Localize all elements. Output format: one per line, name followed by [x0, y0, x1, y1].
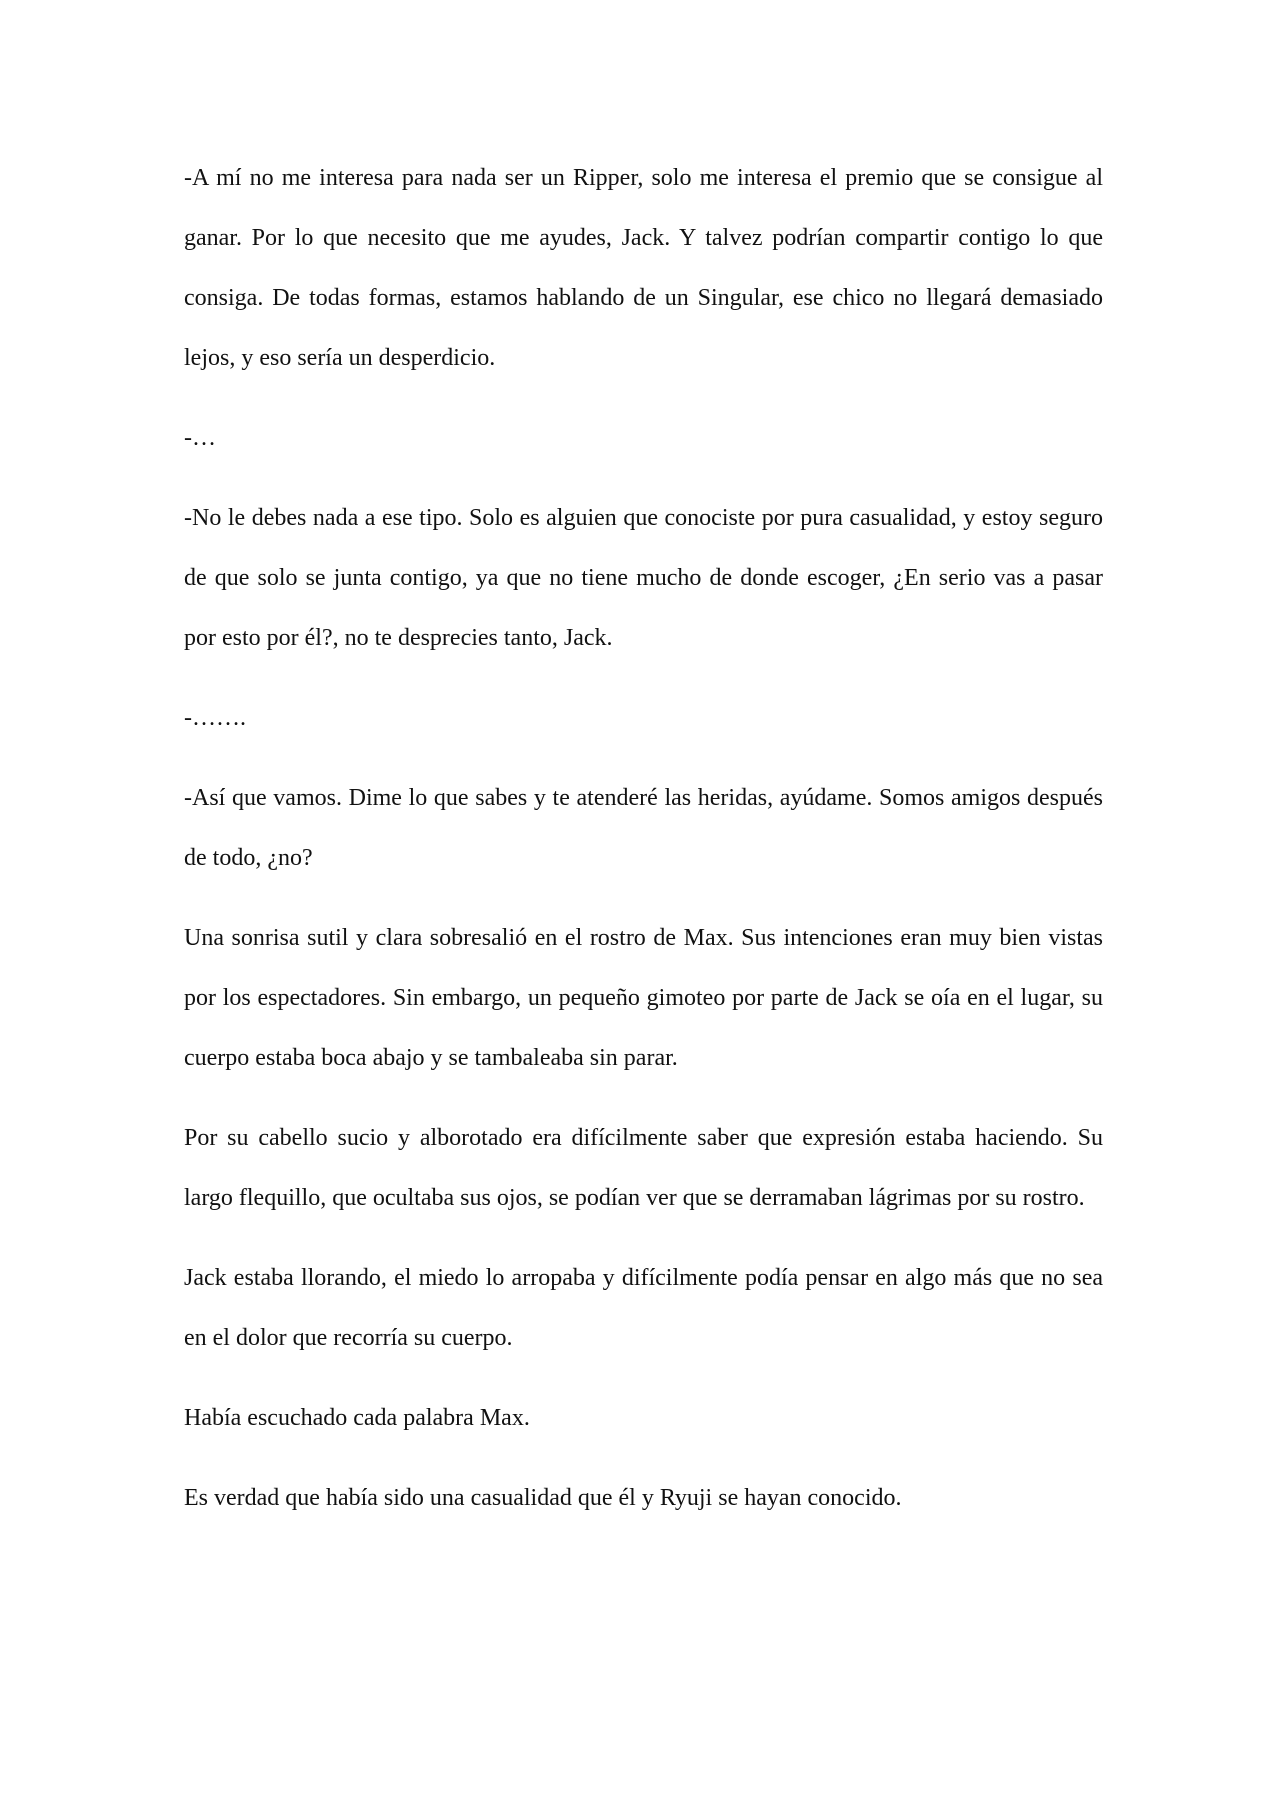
document-body — [184, 148, 1103, 1548]
paragraph-1: -A mí no me interesa para nada ser un Ripper, solo me interesa el premio que se consigue al ganar. Por lo que necesito que me ayudes, Jack. Y talvez podrían compartir contigo lo que consiga. De todas formas, estamos hablando de un Singular, ese chico no llegará demasiado lejos, y eso sería un desperdicio. — [184, 165, 1103, 371]
paragraph-3: -No le debes nada a ese tipo. Solo es alguien que conociste por pura casualidad, y estoy seguro de que solo se junta contigo, ya que no tiene mucho de donde escoger, ¿En serio vas a pasar por esto por él?, no te desprecies tanto, Jack. — [184, 505, 1103, 651]
paragraph-5: -Así que vamos. Dime lo que sabes y te atenderé las heridas, ayúdame. Somos amigos después de todo, ¿no? — [184, 785, 1103, 871]
paragraph-7: Por su cabello sucio y alborotado era difícilmente saber que expresión estaba haciendo. Su largo flequillo, que ocultaba sus ojos, se podían ver que se derramaban lágrimas por su rostro. — [184, 1125, 1103, 1211]
paragraph-8: Jack estaba llorando, el miedo lo arropaba y difícilmente podía pensar en algo más que no sea en el dolor que recorría su cuerpo. — [184, 1265, 1103, 1351]
paragraph-2: -… — [184, 425, 216, 451]
paragraph-10: Es verdad que había sido una casualidad que él y Ryuji se hayan conocido. — [184, 1485, 902, 1511]
paragraph-9: Había escuchado cada palabra Max. — [184, 1405, 530, 1431]
paragraph-6: Una sonrisa sutil y clara sobresalió en el rostro de Max. Sus intenciones eran muy bien vistas por los espectadores. Sin embargo, un pequeño gimoteo por parte de Jack se oía en el lugar, su cuerpo estaba boca abajo y se tambaleaba sin parar. — [184, 925, 1103, 1071]
paragraph-4: -……. — [184, 705, 246, 731]
